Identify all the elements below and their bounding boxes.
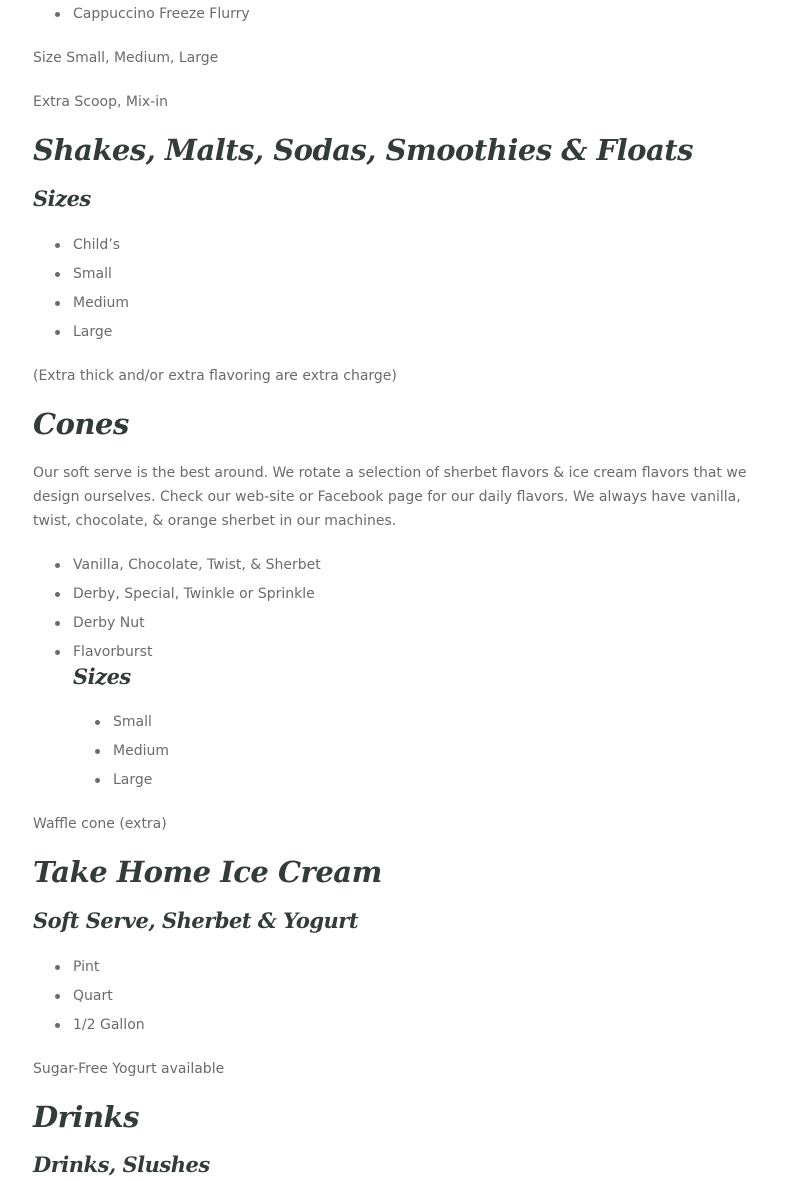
shakes-note: (Extra thick and/or extra flavoring are extra charge) xyxy=(33,368,397,384)
list-item: Cappuccino Freeze Flurry xyxy=(73,2,250,26)
cones-note: Waffle cone (extra) xyxy=(33,816,167,832)
cones-description: Our soft serve is the best around. We rotate a selection of sherbet flavors & ice cream flavors that we design ourselves. Check our web-site or Facebook page for our daily flavors. We always have vanilla, twist, chocolate, & orange sherbet in our machines. xyxy=(33,465,747,529)
flurry-extra-note: Extra Scoop, Mix-in xyxy=(33,94,168,110)
list-item: Medium xyxy=(113,739,169,763)
list-item: Medium xyxy=(73,291,129,315)
list-item: Derby Nut xyxy=(73,611,145,635)
list-item: Large xyxy=(113,768,152,792)
drinks-heading: Drinks xyxy=(33,1100,139,1134)
take-home-subheading: Soft Serve, Sherbet & Yogurt xyxy=(33,908,359,933)
take-home-heading: Take Home Ice Cream xyxy=(33,855,382,889)
list-item: Child’s xyxy=(73,233,120,257)
cones-heading: Cones xyxy=(33,407,129,441)
drinks-subheading: Drinks, Slushes xyxy=(33,1152,210,1177)
list-item: Vanilla, Chocolate, Twist, & Sherbet xyxy=(73,553,321,577)
list-item: Derby, Special, Twinkle or Sprinkle xyxy=(73,582,315,606)
list-item: 1/2 Gallon xyxy=(73,1013,145,1037)
list-item: Small xyxy=(73,262,112,286)
list-item: Quart xyxy=(73,984,113,1008)
list-item: Large xyxy=(73,320,112,344)
shakes-heading: Shakes, Malts, Sodas, Smoothies & Floats xyxy=(33,133,693,167)
list-item: Small xyxy=(113,710,152,734)
list-item: Pint xyxy=(73,955,99,979)
shakes-sizes-heading: Sizes xyxy=(33,186,91,211)
cones-sizes-heading: Sizes xyxy=(73,664,131,689)
flurry-size-note: Size Small, Medium, Large xyxy=(33,50,219,66)
take-home-note: Sugar-Free Yogurt available xyxy=(33,1061,225,1077)
list-item: Flavorburst xyxy=(73,640,152,664)
